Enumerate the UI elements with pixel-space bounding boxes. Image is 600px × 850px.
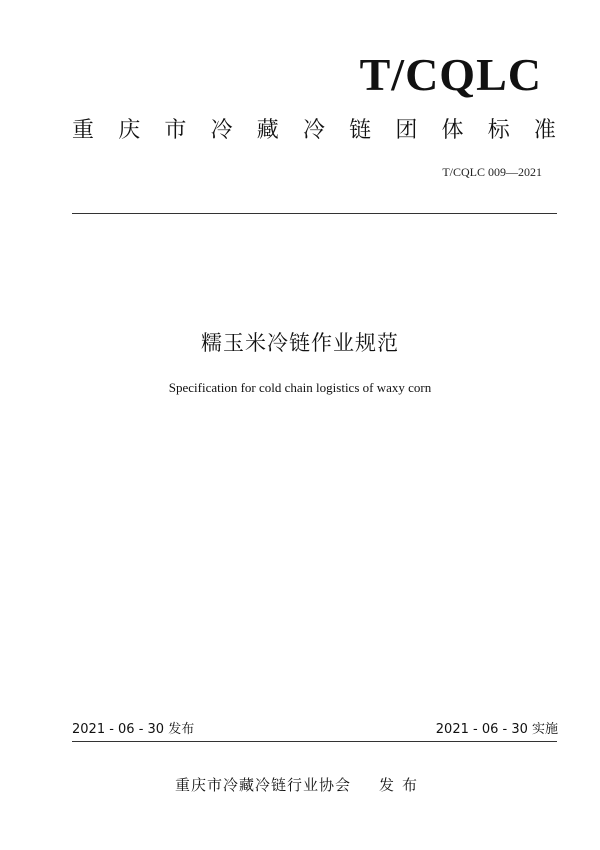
standard-code: T/CQLC [359, 49, 542, 100]
title-char: 冷 [210, 118, 233, 143]
organization-standard-title [72, 116, 556, 146]
title-char: 重 [72, 118, 95, 143]
document-title-chinese: 糯玉米冷链作业规范 [201, 331, 399, 355]
top-divider [72, 213, 557, 214]
issue-date: 2021 - 06 - 30 发布 [72, 722, 195, 737]
title-char: 冷 [302, 118, 325, 143]
document-title-english: Specification for cold chain logistics of waxy corn [168, 380, 432, 395]
implementation-date: 2021 - 06 - 30 实施 [435, 722, 558, 737]
issuing-organization: 重庆市冷藏冷链行业协会 [174, 776, 351, 794]
title-char: 市 [164, 118, 187, 143]
title-char: 准 [533, 118, 556, 143]
standard-number: T/CQLC 009—2021 [442, 165, 542, 179]
title-char: 藏 [256, 118, 279, 143]
bottom-divider [72, 741, 557, 742]
title-char: 庆 [118, 118, 141, 143]
issued-label: 发布 [379, 776, 426, 794]
title-char: 体 [441, 118, 464, 143]
title-char: 链 [349, 118, 372, 143]
title-char: 标 [487, 118, 510, 143]
publisher-line [0, 774, 600, 795]
title-char: 团 [395, 118, 418, 143]
